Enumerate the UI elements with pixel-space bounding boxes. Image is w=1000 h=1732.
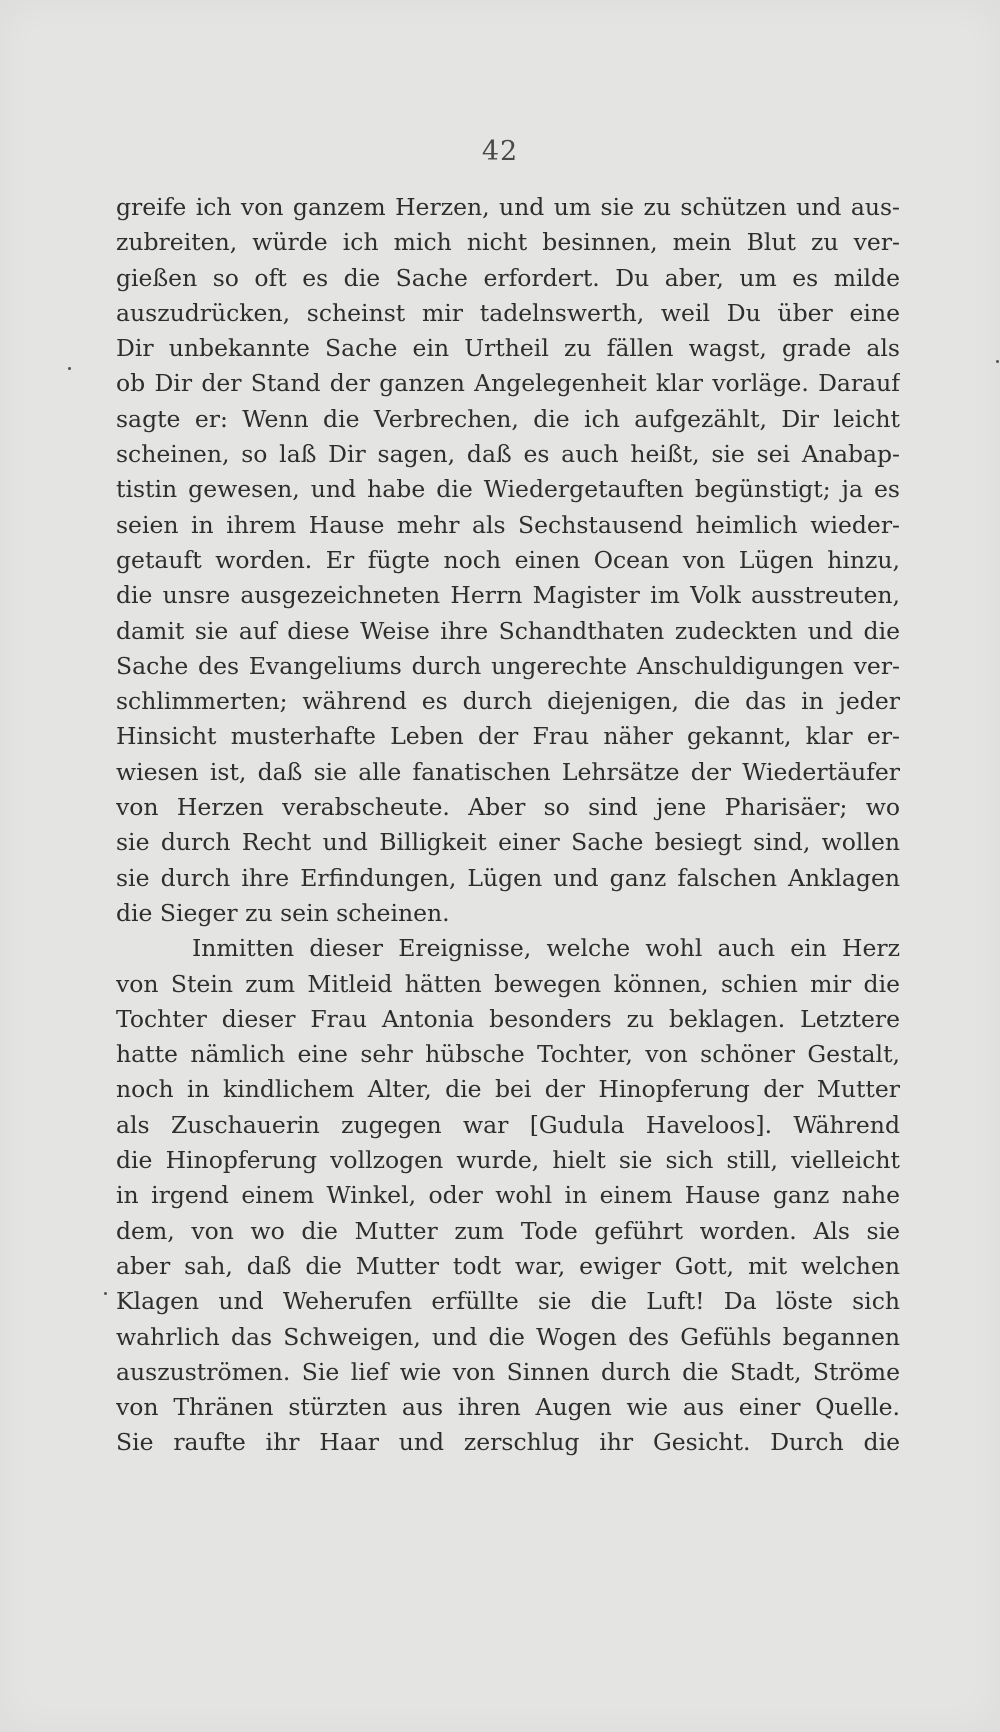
text-line: Hinsicht musterhafte Leben der Frau näher gekannt, klar er- [116, 722, 900, 751]
text-line: sie durch ihre Erfindungen, Lügen und ganz falschen Anklagen [116, 863, 900, 892]
text-line: dem, von wo die Mutter zum Tode geführt worden. Als sie [116, 1216, 900, 1245]
paper-speck [68, 367, 71, 370]
text-line: schlimmerten; während es durch diejenigen, die das in jeder [116, 687, 900, 716]
text-line: von Herzen verabscheute. Aber so sind jene Pharisäer; wo [116, 793, 900, 822]
text-line: von Stein zum Mitleid hätten bewegen können, schien mir die [116, 969, 900, 998]
text-line: Sie raufte ihr Haar und zerschlug ihr Gesicht. Durch die [116, 1428, 900, 1457]
text-line: zubreiten, würde ich mich nicht besinnen, mein Blut zu ver- [116, 228, 900, 257]
text-line: die Sieger zu sein scheinen. [116, 898, 450, 927]
text-line: aber sah, daß die Mutter todt war, ewiger Gott, mit welchen [116, 1251, 900, 1280]
text-line: in irgend einem Winkel, oder wohl in einem Hause ganz nahe [116, 1181, 900, 1210]
text-line: sagte er: Wenn die Verbrechen, die ich aufgezählt, Dir leicht [116, 404, 900, 433]
text-line: damit sie auf diese Weise ihre Schandthaten zudeckten und die [116, 616, 900, 645]
text-line: Dir unbekannte Sache ein Urtheil zu fällen wagst, grade als [116, 334, 900, 363]
text-line: ob Dir der Stand der ganzen Angelegenheit klar vorläge. Darauf [116, 369, 900, 398]
body-text [116, 190, 900, 1461]
text-line: die unsre ausgezeichneten Herrn Magister im Volk ausstreuten, [116, 581, 900, 610]
text-line: noch in kindlichem Alter, die bei der Hinopferung der Mutter [116, 1075, 900, 1104]
paper-speck [996, 360, 999, 363]
paragraph-1 [116, 190, 900, 931]
text-line: auszuströmen. Sie lief wie von Sinnen durch die Stadt, Ströme [116, 1357, 900, 1386]
text-line: gießen so oft es die Sache erfordert. Du aber, um es milde [116, 263, 900, 292]
text-line: Inmitten dieser Ereignisse, welche wohl auch ein Herz [192, 934, 900, 963]
text-line: Sache des Evangeliums durch ungerechte Anschuldigungen ver- [116, 651, 900, 680]
text-line: hatte nämlich eine sehr hübsche Tochter, von schöner Gestalt, [116, 1040, 900, 1069]
text-line: die Hinopferung vollzogen wurde, hielt sie sich still, vielleicht [116, 1146, 900, 1175]
text-line: greife ich von ganzem Herzen, und um sie zu schützen und aus- [116, 193, 900, 221]
paragraph-2 [116, 931, 900, 1460]
text-line: als Zuschauerin zugegen war [Gudula Haveloos]. Während [116, 1110, 900, 1139]
text-line: auszudrücken, scheinst mir tadelnswerth, weil Du über eine [116, 298, 900, 327]
text-line: Tochter dieser Frau Antonia besonders zu beklagen. Letztere [116, 1004, 900, 1033]
text-line: getauft worden. Er fügte noch einen Ocean von Lügen hinzu, [116, 545, 900, 574]
page-number: 42 [481, 136, 519, 167]
text-line: sie durch Recht und Billigkeit einer Sache besiegt sind, wollen [116, 828, 900, 857]
text-line: wiesen ist, daß sie alle fanatischen Lehrsätze der Wiedertäufer [116, 757, 900, 786]
text-line: wahrlich das Schweigen, und die Wogen des Gefühls begannen [116, 1322, 900, 1351]
text-line: seien in ihrem Hause mehr als Sechstausend heimlich wieder- [116, 510, 900, 539]
text-line: scheinen, so laß Dir sagen, daß es auch heißt, sie sei Anabap- [116, 440, 900, 469]
paper-speck [104, 1292, 107, 1295]
text-line: tistin gewesen, und habe die Wiedergetauften begünstigt; ja es [116, 475, 900, 504]
text-line: Klagen und Weherufen erfüllte sie die Luft! Da löste sich [116, 1287, 900, 1316]
text-line: von Thränen stürzten aus ihren Augen wie aus einer Quelle. [116, 1393, 900, 1422]
